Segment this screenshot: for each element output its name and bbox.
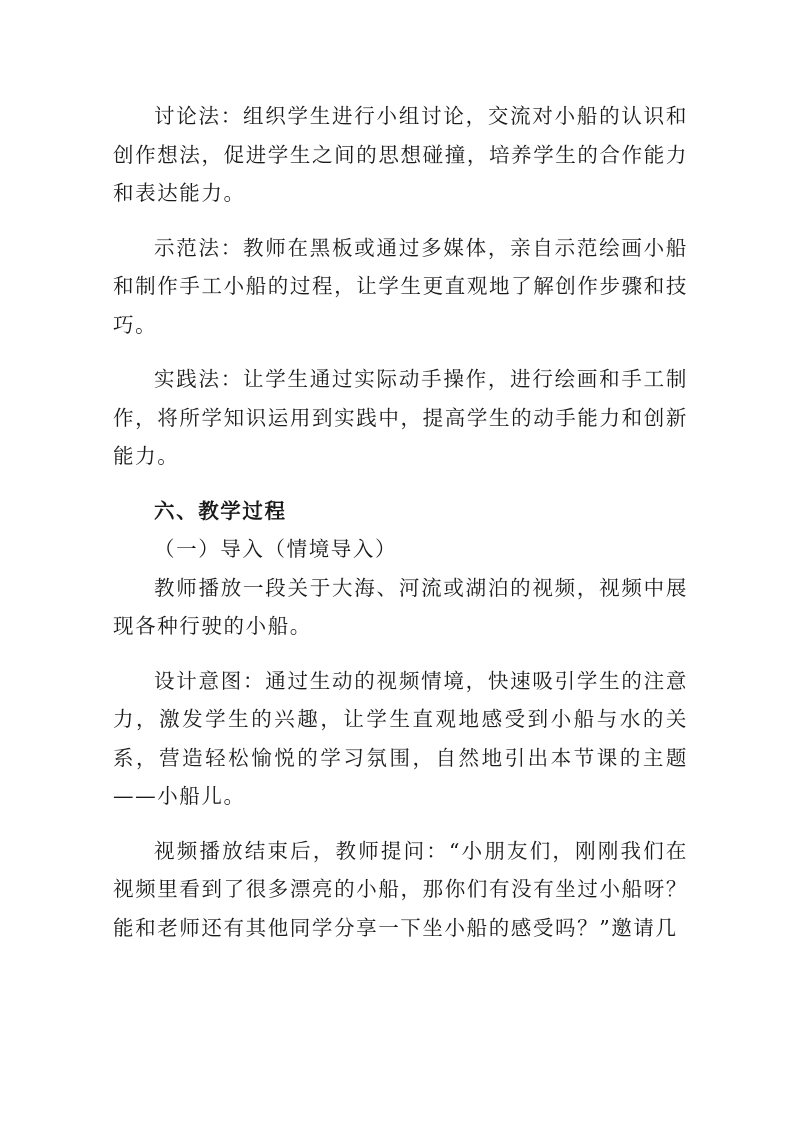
paragraph-practice-method: 实践法：让学生通过实际动手操作，进行绘画和手工制作，将所学知识运用到实践中，提高学生的动手能力和创新能力。 xyxy=(113,367,688,468)
document-body xyxy=(113,97,688,947)
paragraph-discussion-method: 讨论法：组织学生进行小组讨论，交流对小船的认识和创作想法，促进学生之间的思想碰撞，培养学生的合作能力和表达能力。 xyxy=(113,104,688,205)
paragraph-demonstration-method: 示范法：教师在黑板或通过多媒体，亲自示范绘画小船和制作手工小船的过程，让学生更直观地了解创作步骤和技巧。 xyxy=(113,235,688,337)
paragraph-teacher-question: 视频播放结束后，教师提问：“小朋友们，刚刚我们在视频里看到了很多漂亮的小船，那你们有没有坐过小船呀？能和老师还有其他同学分享一下坐小船的感受吗？”邀请几 xyxy=(113,838,688,940)
section-heading: 六、教学过程 xyxy=(154,498,287,523)
paragraph-design-intent: 设计意图：通过生动的视频情境，快速吸引学生的注意力，激发学生的兴趣，让学生直观地感受到小船与水的关系，营造轻松愉悦的学习氛围，自然地引出本节课的主题——小船儿。 xyxy=(113,668,688,808)
subsection-heading: （一）导入（情境导入） xyxy=(154,537,398,561)
paragraph-video-intro: 教师播放一段关于大海、河流或湖泊的视频，视频中展现各种行驶的小船。 xyxy=(113,575,688,638)
